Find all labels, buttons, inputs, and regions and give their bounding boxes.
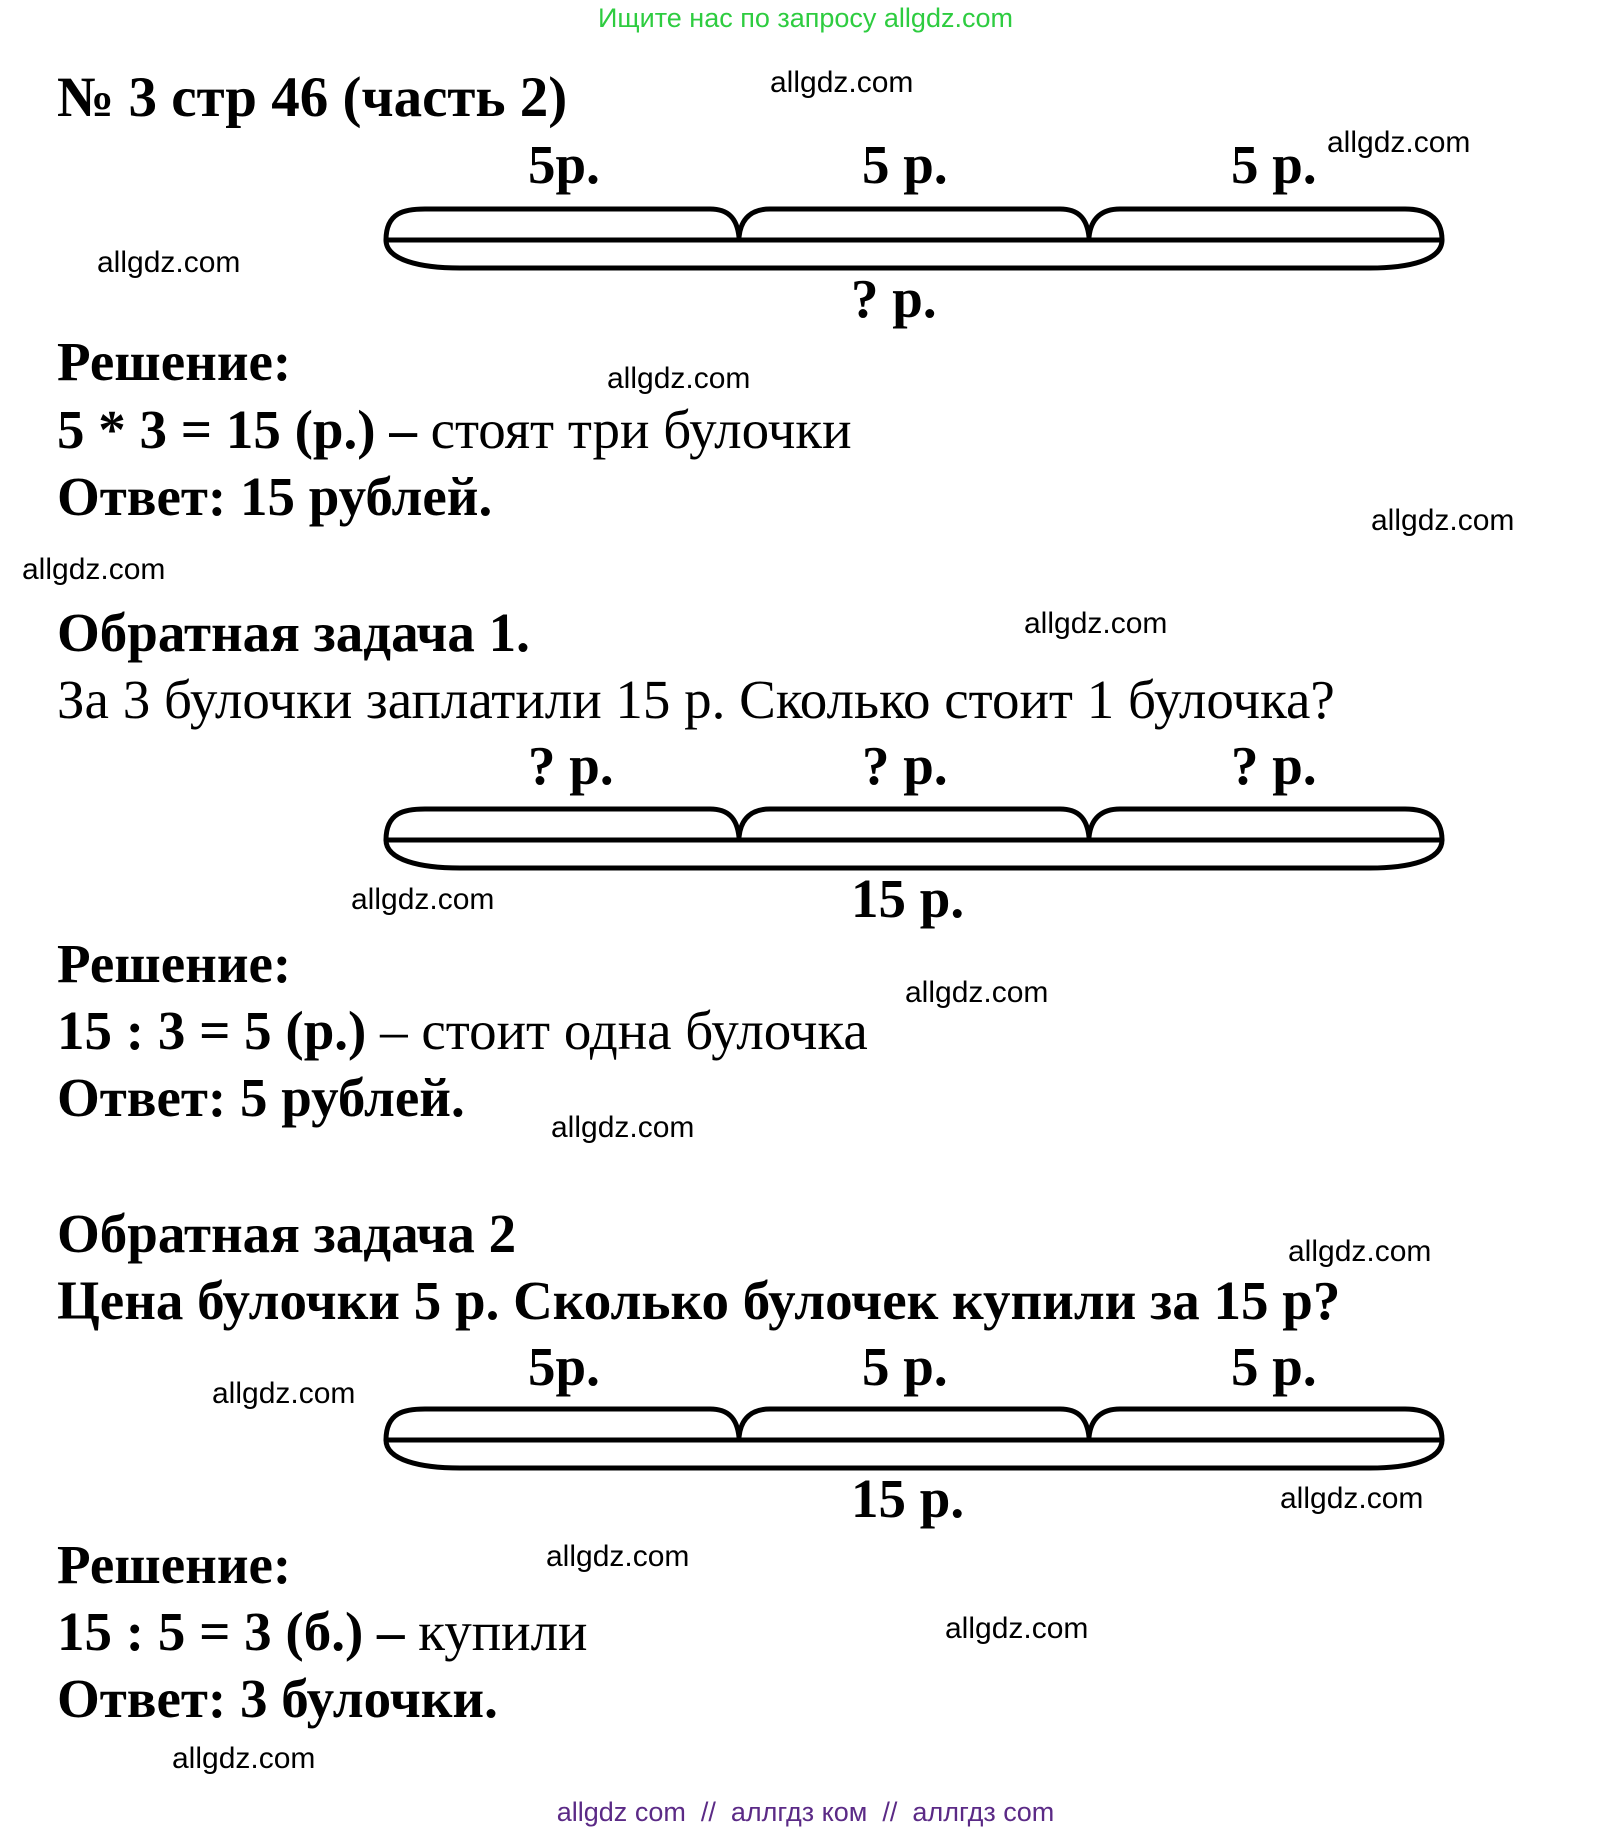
watermark: allgdz.com [546,1540,690,1573]
watermark: allgdz.com [1288,1235,1432,1268]
diagram2-segment-1 [386,809,739,840]
explanation-3: купили [418,1601,588,1662]
watermark: allgdz.com [551,1111,695,1144]
diagram3-total-brace [386,1440,1442,1468]
watermark: allgdz.com [1024,607,1168,640]
diagram2-top-label-2: ? р. [862,735,948,796]
diagram1-segment-2 [739,209,1089,237]
diagram1-total-brace [386,240,1442,268]
watermark: allgdz.com [351,883,495,916]
answer-2: Ответ: 5 рублей. [57,1067,465,1128]
diagram2-segment-2 [739,809,1089,837]
diagram2-bottom-label: 15 р. [851,868,965,929]
watermark: allgdz.com [97,246,241,279]
watermark: allgdz.com [770,66,914,99]
diagram1-top-label-3: 5 р. [1231,134,1317,195]
watermark: allgdz.com [1371,504,1515,537]
watermark: allgdz.com [212,1377,356,1410]
solution-line-1 [57,399,852,461]
equation-3-dash: – [377,1601,405,1662]
diagram1-top-label-1: 5р. [528,134,600,195]
equation-1-dash: – [389,399,417,460]
explanation-1: стоят три булочки [430,399,852,460]
diagram1-segment-3 [1089,209,1442,240]
bottom-banner-link-1[interactable]: allgdz com [556,1797,686,1827]
inverse-task-2-heading: Обратная задача 2 [57,1203,517,1264]
bottom-banner-separator-2: // [882,1797,898,1827]
solution-heading-3: Решение: [57,1534,292,1595]
diagram3-bottom-label: 15 р. [851,1468,965,1529]
solution-line-2 [57,1000,868,1062]
inverse-task-1-heading: Обратная задача 1. [57,602,530,663]
watermark: allgdz.com [945,1612,1089,1645]
diagram3-segment-3 [1089,1409,1442,1440]
solution-heading-2: Решение: [57,933,292,994]
top-banner[interactable]: Ищите нас по запросу allgdz.com [598,3,1013,33]
equation-1: 5 * 3 = 15 (р.) [57,399,376,460]
watermark: allgdz.com [22,553,166,586]
watermark: allgdz.com [1280,1482,1424,1515]
answer-1: Ответ: 15 рублей. [57,466,493,527]
watermark: allgdz.com [172,1742,316,1775]
inverse-task-1-question: За 3 булочки заплатили 15 р. Сколько стоит 1 булочка? [57,669,1335,730]
watermark: allgdz.com [607,362,751,395]
answer-3: Ответ: 3 булочки. [57,1668,498,1729]
inverse-task-2-question: Цена булочки 5 р. Сколько булочек купили за 15 р? [57,1270,1341,1331]
bottom-banner-link-3[interactable]: аллгдз com [912,1797,1055,1827]
watermark: allgdz.com [905,976,1049,1009]
bottom-banner-separator-1: // [700,1797,716,1827]
diagram3-top-label-2: 5 р. [862,1336,948,1397]
bottom-banner[interactable] [0,1796,1611,1828]
solution-heading-1: Решение: [57,331,292,392]
diagram1-top-label-2: 5 р. [862,134,948,195]
diagram2-top-label-3: ? р. [1231,735,1317,796]
bottom-banner-link-2[interactable]: аллгдз ком [730,1797,868,1827]
page-title: № 3 стр 46 (часть 2) [57,66,568,129]
equation-3: 15 : 5 = 3 (б.) [57,1601,364,1662]
solution-line-3 [57,1601,588,1663]
diagram2-segment-3 [1089,809,1442,840]
diagram1-segment-1 [386,209,739,240]
diagram2-top-label-1: ? р. [528,735,614,796]
diagram2-total-brace [386,840,1442,868]
diagram1-bottom-label: ? р. [851,268,937,329]
explanation-2: – стоит одна булочка [380,1000,868,1061]
diagram3-segment-1 [386,1409,739,1440]
watermark: allgdz.com [1327,126,1471,159]
diagram3-top-label-3: 5 р. [1231,1336,1317,1397]
diagram3-top-label-1: 5р. [528,1336,600,1397]
equation-2: 15 : 3 = 5 (р.) [57,1000,367,1061]
diagram3-segment-2 [739,1409,1089,1437]
